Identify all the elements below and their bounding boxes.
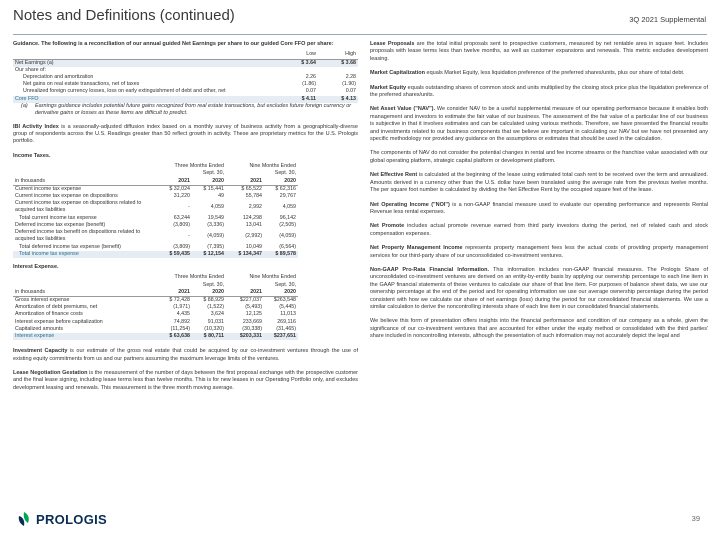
investment-capacity-paragraph: Investment Capacity is our estimate of the gross real estate that could be acquired by our co-investment ventures through the use of existing equity commitments from us and our partners assuming the maximum leverage limits of the ventures. [13,348,358,362]
table-row [13,222,298,229]
definition-term: Net Operating Income ("NOI") [370,201,450,208]
row-label: Current income tax expense [15,185,82,192]
row-value: (7,395) [207,243,224,250]
row-value: $ 59,435 [169,250,190,257]
row-value: 11,013 [280,311,296,318]
row-value: 269,116 [277,318,296,325]
definition-text: The components of NAV do not consider the potential changes in rental and fee income streams or the franchise value associated with our global operating platform, strategic capital platform or development platform. [370,150,708,164]
row-value: 74,892 [173,318,190,325]
income-taxes-table [13,163,298,258]
row-label: Gross interest expense [15,296,70,303]
col-low: Low [306,51,316,58]
definition-paragraph [370,245,708,260]
table-row [13,319,298,326]
guidance-row-label: Unrealized foreign currency losses, loss on early extinguishment of debt and other, net [23,88,226,95]
definition-paragraph [370,202,708,217]
row-value: $237,651 [273,332,296,339]
guidance-table [13,51,358,102]
tax-head-9m-date: Sept. 30, [274,170,296,177]
row-value: 49 [218,193,224,200]
row-value: $ 72,428 [169,296,190,303]
guidance-high: 2.28 [345,74,356,81]
definition-term: Market Capitalization [370,70,426,77]
row-label: Current income tax expense on dispositions [15,193,118,200]
table-row [13,311,298,318]
row-value: (3,336) [207,221,224,228]
guidance-low: $ 3.64 [301,59,316,66]
row-value: 3,624 [210,311,224,318]
right-column [370,41,708,348]
definition-text: equals Market Equity, less liquidation preference of the preferred shares/units, plus our share of total debt. [425,70,685,77]
definition-paragraph [370,70,708,77]
table-row [13,251,298,258]
guidance-low: 2.26 [305,74,316,81]
row-value: 124,298 [242,214,262,221]
row-value: (5,493) [245,304,262,311]
table-row [13,200,298,214]
table-row [13,333,298,340]
guidance-row [13,74,358,81]
definition-paragraph [370,267,708,311]
tax-head-9m: Nine Months Ended [249,163,296,170]
definition-text: are the total initial proposals sent to prospective customers, measured by net rentable area in square feet. Includes proposals with lease terms less than twelve months, as well as customer expansions and renewals. This metric excludes development leasing. [370,41,708,62]
row-value: 63,244 [173,214,190,221]
tax-head-3m-date: Sept. 30, [202,170,224,177]
row-value: (1,971) [173,304,190,311]
row-label: Total income tax expense [19,250,79,257]
row-label: Total current income tax expense [19,214,97,221]
row-label: Current income tax expense on dispositions related to acquired tax liabilities [15,200,142,214]
row-value: 96,142 [279,214,296,221]
int-head-9m: Nine Months Ended [249,274,296,281]
row-label: Interest expense before capitalization [15,318,103,325]
definition-term: Net Promote [370,223,405,230]
guidance-row [13,96,358,103]
table-row [13,215,298,222]
definition-paragraph [370,106,708,143]
row-value: (4,059) [279,232,296,239]
left-column [13,41,358,399]
col-high: High [345,51,356,58]
guidance-row [13,88,358,95]
row-label: Amortization of finance costs [15,311,83,318]
row-value: (1,522) [207,304,224,311]
header-divider [13,34,707,35]
row-value: 233,669 [242,318,262,325]
row-label: Deferred income tax expense (benefit) [15,221,106,228]
row-value: 29,767 [279,193,296,200]
table-row [13,244,298,251]
definition-paragraph [370,41,708,63]
row-value: 4,059 [210,203,224,210]
prologis-logo [16,511,107,527]
tax-head-3m: Three Months Ended [174,163,224,170]
row-value: (31,465) [276,325,296,332]
definition-term: Non-GAAP Pro-Rata Financial Information. [370,266,490,273]
prologis-leaf-icon [16,511,32,527]
tax-year: 2020 [212,177,224,184]
row-value: 19,549 [207,214,224,221]
guidance-row-label: Core FFO [15,95,39,102]
row-label: Total deferred income tax expense (benefit) [19,243,121,250]
row-value: (30,338) [242,325,262,332]
row-label: Amortization of debt premiums, net [15,304,98,311]
definition-text: is a non-GAAP financial measure used to evaluate our operating performance and represents Rental Revenue less rental expenses. [370,201,708,215]
tax-year: 2020 [284,177,296,184]
guidance-row-label: Our share of: [15,66,46,73]
row-value: $ 65,522 [241,185,262,192]
row-value: (5,445) [279,304,296,311]
definition-text: is calculated at the beginning of the lease using estimated total cash rent to be received over the term and annualized. Amounts derived in a currency other than the U.S. dollar have been translated using the average rate from the previous twelve months. The per square foot number is calculated by dividing the Net Effective Rent by the occupied square feet of the lease. [370,172,708,194]
row-value: $ 89,578 [275,250,296,257]
row-value: 91,031 [207,318,224,325]
row-value: 4,059 [282,203,296,210]
row-value: $263,548 [273,296,296,303]
guidance-row [13,81,358,88]
row-value: 2,992 [248,203,262,210]
table-row [13,229,298,243]
guidance-high: $ 3.68 [341,59,356,66]
definition-text: This information includes non-GAAP financial measures. The Prologis Share of unconsolidated co-investment ventures are derived on an entity-by-entity basis by applying our ownership percentage to each line item in the GAAP financial statements of these ventures to calculate our share of that line item. For purposes of balance sheet data, we use our ownership percentage at the end of the period and for operating information we use our average ownership percentage during the period consistent with how we calculate our share of net earnings (loss) during the period for our consolidated financial statements. We use a similar calculation to derive the noncontrolling interests share of each line item in our consolidated financial statements. [370,266,708,310]
row-value: 12,125 [245,311,262,318]
row-value: $ 15,441 [203,185,224,192]
definition-text: We consider NAV to be a useful supplemental measure of our operating performance because it enables both management and investors to estimate the fair value of our business. The assessment of the fair value of a particular line of our business is subjective in that it involves estimates and can be calculated using various methods. Therefore, we have presented the financial results and investments related to our business components that we believe are important in calculating our NAV but we have not presented any specific methodology nor provided any guidance on the assumptions or estimates that should be used in the calculation. [370,106,708,143]
definition-term: Net Effective Rent [370,172,418,179]
lease-negotiation-paragraph: Lease Negotiation Gestation is the measurement of the number of days between the first proposal exchange with the prospective customer and the final lease signing, including lease terms less than twelve months. This is for new leases in our Operating Portfolio only, and excludes development leasing and renewals. This measurement is the three month moving average. [13,369,359,391]
row-value: $ 32,024 [169,185,190,192]
row-value: $203,331 [239,332,262,339]
row-value: (2,992) [245,232,262,239]
report-period: 3Q 2021 Supplemental [629,15,706,24]
guidance-row-label: Depreciation and amortization [23,74,94,81]
guidance-low: 0.07 [305,88,316,95]
row-value: (4,059) [207,232,224,239]
row-value: 31,220 [173,193,190,200]
int-head-3m: Three Months Ended [174,274,224,281]
definition-term: Lease Proposals [370,41,415,47]
income-taxes-title: Income Taxes. [13,152,51,159]
logo-text: PROLOGIS [36,511,108,527]
int-year: 2020 [212,288,224,295]
row-value: $ 63,638 [169,332,190,339]
row-value: - [188,232,190,239]
row-label: Interest expense [15,332,55,339]
row-value: $ 62,316 [275,185,296,192]
ibi-paragraph: IBI Activity Index is a seasonally-adjusted diffusion index based on a monthly survey of business activity from a geographically-diverse group of respondents across the U.S. Readings greater than 50 reflect growth in activity. These are proprietary metrics for the U.S. Prologis portfolio. [13,123,358,145]
guidance-row-label: Net Earnings (a) [15,59,54,66]
definition-text: equals outstanding shares of common stock and units multiplied by the closing stock price plus the liquidation preference of the preferred shares/units. [370,84,708,99]
guidance-low: $ 4.11 [301,95,316,102]
definition-paragraph [370,318,708,340]
row-value: (11,254) [170,325,190,332]
int-head-3m-date: Sept. 30, [202,281,224,288]
row-value: 13,041 [245,221,262,228]
table-row [13,304,298,311]
guidance-high: 0.07 [345,88,356,95]
row-value: 10,049 [245,243,262,250]
guidance-low [278,67,318,74]
row-value: $227,037 [239,296,262,303]
row-value: (3,809) [173,243,190,250]
int-year: 2021 [250,288,262,295]
guidance-note: (a) Earnings guidance includes potential future gains recognized from real estate transactions, but excludes future foreign currency or derivative gains or losses as these items are difficult to predict. [21,102,352,117]
table-row [13,185,298,193]
tax-year: 2021 [250,177,262,184]
definition-term: Net Asset Value ("NAV"). [370,106,436,113]
row-value: 4,435 [176,311,190,318]
int-year: 2020 [284,288,296,295]
row-value: 55,784 [245,193,262,200]
row-label: Deferred income tax benefit on dispositions related to acquired tax liabilities [15,229,141,243]
guidance-high: (1.90) [342,81,356,88]
table-row [13,193,298,200]
row-value: (2,505) [279,221,296,228]
definition-term: Net Property Management Income [370,245,463,252]
guidance-high: $ 4.13 [341,95,356,102]
definition-paragraph [370,150,708,165]
row-value: - [188,203,190,210]
row-value: (10,320) [204,325,224,332]
guidance-intro: Guidance. The following is a reconciliation of our annual guided Net Earnings per share to our guided Core FFO per share: [13,41,334,47]
guidance-high [318,67,358,74]
interest-title: Interest Expense. [13,263,59,270]
page-title: Notes and Definitions (continued) [13,7,235,24]
interest-expense-table [13,274,298,340]
row-value: $ 134,347 [238,250,262,257]
definition-paragraph [370,85,708,100]
tax-units: in thousands [15,177,46,184]
table-row [13,296,298,304]
definition-text: includes actual promote revenue earned from third party investors during the period, net of related cash and stock compensation expenses. [370,223,709,237]
page-number: 39 [691,514,700,523]
definition-text: We believe this form of presentation offers insights into the financial performance and condition of our company as a whole, given the significance of our co-investment ventures that are accounted for either under the equity method or consolidated with the third parties' share included in noncontrolling interests, although the presentation of such information may not accurately depict the legal and [370,318,708,340]
guidance-row-label: Net gains on real estate transactions, net of taxes [23,81,140,88]
definition-paragraph [370,172,708,194]
definition-text: represents property management fees less the actual costs of providing property management services for our third-party share of our unconsolidated co-investment ventures. [370,245,709,259]
row-value: $ 88,929 [203,296,224,303]
int-units: in thousands [15,288,46,295]
definition-paragraph [370,223,708,238]
definition-term: Market Equity [370,84,407,91]
row-value: $ 80,711 [203,332,224,339]
table-row [13,326,298,333]
guidance-low: (1.86) [302,81,316,88]
guidance-row [13,59,358,67]
int-year: 2021 [178,288,190,295]
guidance-row [13,67,358,74]
tax-year: 2021 [178,177,190,184]
int-head-9m-date: Sept. 30, [274,281,296,288]
row-value: (6,564) [279,243,296,250]
row-value: $ 12,154 [203,250,224,257]
row-label: Capitalized amounts [15,325,63,332]
row-value: (3,809) [173,221,190,228]
